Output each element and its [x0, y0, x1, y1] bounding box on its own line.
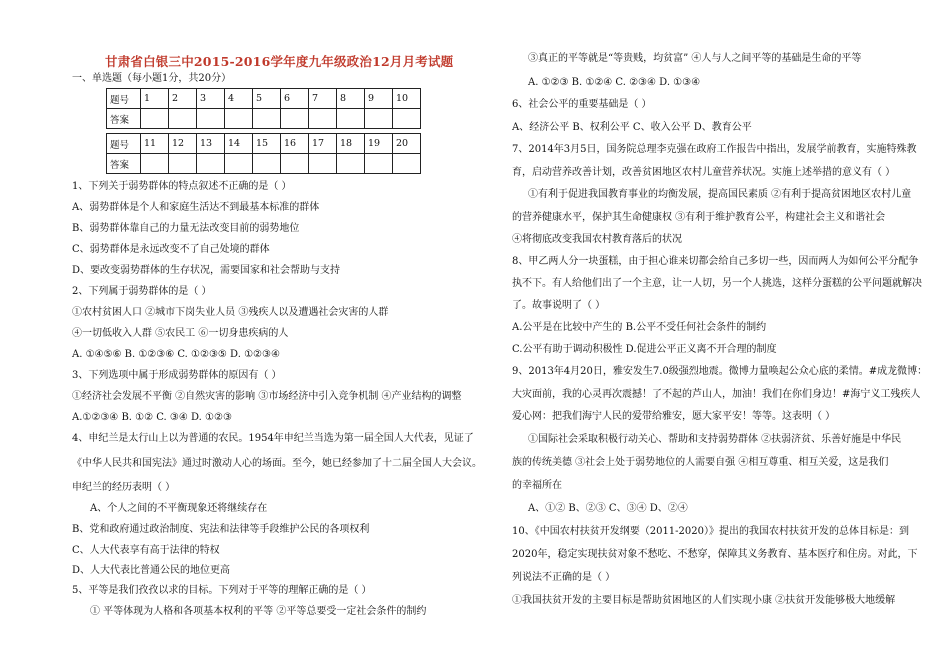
- table-cell: 18: [337, 134, 365, 154]
- answer-cell[interactable]: [169, 109, 197, 129]
- option-line: 的营养健康水平，保护其生命健康权 ③有利于维护教育公平，构建社会主义和谐社会: [512, 212, 886, 223]
- table-cell: 15: [253, 134, 281, 154]
- table-cell: 3: [197, 89, 225, 109]
- answer-cell[interactable]: [337, 154, 365, 174]
- table-row: [107, 154, 421, 174]
- option-line: C、弱势群体是永远改变不了自己处境的群体: [72, 244, 270, 255]
- table-cell: 14: [225, 134, 253, 154]
- table-cell: 9: [365, 89, 393, 109]
- answer-cell[interactable]: [365, 109, 393, 129]
- option-line: B、党和政府通过政治制度、宪法和法律等手段维护公民的各项权利: [72, 524, 370, 535]
- question-line: 6、社会公平的重要基础是（ ）: [512, 99, 652, 110]
- question-line: 申纪兰的经历表明（ ）: [72, 482, 176, 493]
- table-cell: 题号: [107, 134, 141, 154]
- option-line: A.①②③④ B. ①② C. ③④ D. ①②③: [72, 412, 232, 423]
- option-line: C.公平有助于调动积极性 D.促进公平正义离不开合理的制度: [512, 344, 777, 355]
- option-line: 族的传统美德 ③社会上处于弱势地位的人需要自强 ④相互尊重、相互关爱，这是我们: [512, 457, 889, 468]
- table-cell: 10: [393, 89, 421, 109]
- option-line: A、个人之间的不平衡现象还将继续存在: [90, 503, 268, 514]
- table-cell: 12: [169, 134, 197, 154]
- table-row: [107, 89, 421, 109]
- option-line: A.公平是在比较中产生的 B.公平不受任何社会条件的制约: [512, 322, 767, 333]
- table-cell: 13: [197, 134, 225, 154]
- question-line: 2、下列属于弱势群体的是（ ）: [72, 286, 212, 297]
- option-line: A、①② B、②③ C、③④ D、②④: [528, 503, 688, 514]
- option-line: ①农村贫困人口 ②城市下岗失业人员 ③残疾人以及遭遇社会灾害的人群: [72, 307, 389, 318]
- section-heading: 一、单选题（每小题1分，共20分）: [72, 73, 232, 84]
- table-cell: 8: [337, 89, 365, 109]
- table-cell: 4: [225, 89, 253, 109]
- table-row: [107, 134, 421, 154]
- question-line: 7、2014年3月5日，国务院总理李克强在政府工作报告中指出，发展学前教育，实施特殊教: [512, 144, 917, 155]
- option-line: ④一切低收入人群 ⑤农民工 ⑥一切身患疾病的人: [72, 328, 289, 339]
- table-cell: 题号: [107, 89, 141, 109]
- table-cell: 答案: [107, 109, 141, 129]
- option-line: ③真正的平等就是“等贵贱，均贫富” ④人与人之间平等的基础是生命的平等: [528, 53, 862, 64]
- option-line: C、人大代表享有高于法律的特权: [72, 545, 220, 556]
- table-cell: 7: [309, 89, 337, 109]
- table-cell: 20: [393, 134, 421, 154]
- question-line: 爱心网：把我们海宁人民的爱带给雅安，愿大家平安！等等。这表明（ ）: [512, 411, 836, 422]
- option-line: D、要改变弱势群体的生存状况，需要国家和社会帮助与支持: [72, 265, 341, 276]
- table-cell: 17: [309, 134, 337, 154]
- answer-cell[interactable]: [337, 109, 365, 129]
- table-cell: 16: [281, 134, 309, 154]
- answer-cell[interactable]: [309, 154, 337, 174]
- answer-table: [106, 88, 421, 174]
- answer-cell[interactable]: [225, 154, 253, 174]
- option-line: B、弱势群体靠自己的力量无法改变目前的弱势地位: [72, 223, 300, 234]
- option-line: ①有利于促进我国教育事业的均衡发展，提高国民素质 ②有利于提高贫困地区农村儿童: [528, 189, 912, 200]
- answer-cell[interactable]: [225, 109, 253, 129]
- answer-cell[interactable]: [393, 109, 421, 129]
- option-line: A、经济公平 B、权利公平 C、收入公平 D、教育公平: [512, 122, 752, 133]
- table-cell: 6: [281, 89, 309, 109]
- answer-cell[interactable]: [141, 154, 169, 174]
- question-line: 10、《中国农村扶贫开发纲要（2011-2020）》提出的我国农村扶贫开发的总体目标是：到: [512, 526, 910, 537]
- answer-cell[interactable]: [365, 154, 393, 174]
- answer-cell[interactable]: [281, 109, 309, 129]
- answer-cell[interactable]: [197, 109, 225, 129]
- option-line: A. ①④⑤⑥ B. ①②③⑥ C. ①②③⑤ D. ①②③④: [72, 349, 280, 360]
- table-cell: 答案: [107, 154, 141, 174]
- answer-cell[interactable]: [141, 109, 169, 129]
- answer-cell[interactable]: [253, 109, 281, 129]
- question-line: 5、平等是我们孜孜以求的目标。下列对于平等的理解正确的是（ ）: [72, 585, 372, 596]
- table-cell: 5: [253, 89, 281, 109]
- answer-cell[interactable]: [281, 154, 309, 174]
- table-cell: 19: [365, 134, 393, 154]
- question-line: 1、下列关于弱势群体的特点叙述不正确的是（ ）: [72, 181, 292, 192]
- option-line: ①我国扶贫开发的主要目标是帮助贫困地区的人们实现小康 ②扶贫开发能够极大地缓解: [512, 595, 896, 606]
- question-line: 9、2013年4月20日，雅安发生7.0级强烈地震。微博力量唤起公众心底的柔情。#成龙微博：: [512, 366, 928, 377]
- question-line: 《中华人民共和国宪法》通过时激动人心的场面。至今，她已经参加了十二届全国人大会议。: [72, 458, 482, 469]
- question-line: 育，启动营养改善计划，改善贫困地区农村儿童营养状况。实施上述举措的意义有（ ）: [512, 167, 896, 178]
- answer-cell[interactable]: [309, 109, 337, 129]
- question-line: 2020年，稳定实现扶贫对象不愁吃、不愁穿，保障其义务教育、基本医疗和住房。对此，下: [512, 549, 918, 560]
- question-line: 执不下。有人给他们出了一个主意，让一人切，另一个人挑选，这样分蛋糕的公平问题就解决: [512, 278, 922, 289]
- table-cell: 1: [141, 89, 169, 109]
- answer-cell[interactable]: [393, 154, 421, 174]
- option-line: ④将彻底改变我国农村教育落后的状况: [512, 234, 682, 245]
- question-line: 8、甲乙两人分一块蛋糕，由于担心谁来切都会给自己多切一些，因而两人为如何公平分配争: [512, 256, 919, 267]
- table-cell: 11: [141, 134, 169, 154]
- option-line: ① 平等体现为人格和各项基本权利的平等 ②平等总要受一定社会条件的制约: [90, 606, 427, 617]
- option-line: ①国际社会采取积极行动关心、帮助和支持弱势群体 ②扶弱济贫、乐善好施是中华民: [528, 434, 902, 445]
- page-title: 甘肃省白银三中2015-2016学年度九年级政治12月月考试题: [105, 54, 454, 69]
- table-row: [107, 109, 421, 129]
- question-line: 了。故事说明了（ ）: [512, 300, 606, 311]
- question-line: 列说法不正确的是（ ）: [512, 572, 616, 583]
- option-line: A. ①②③ B. ①②④ C. ②③④ D. ①③④: [528, 77, 701, 88]
- option-line: 的幸福所在: [512, 480, 562, 491]
- answer-cell[interactable]: [253, 154, 281, 174]
- option-line: ①经济社会发展不平衡 ②自然灾害的影响 ③市场经济中引入竞争机制 ④产业结构的调整: [72, 391, 462, 402]
- question-line: 4、申纪兰是太行山上以为普通的农民。1954年申纪兰当选为第一届全国人大代表，见证了: [72, 433, 474, 444]
- answer-cell[interactable]: [197, 154, 225, 174]
- answer-cell[interactable]: [169, 154, 197, 174]
- question-line: 3、下列选项中属于形成弱势群体的原因有（ ）: [72, 370, 282, 381]
- option-line: D、人大代表比普通公民的地位更高: [72, 565, 231, 576]
- question-line: 大灾面前，我的心灵再次震撼！了不起的芦山人，加油！我们在你们身边！#海宁义工残疾人: [512, 389, 921, 400]
- table-cell: 2: [169, 89, 197, 109]
- option-line: A、弱势群体是个人和家庭生活达不到最基本标准的群体: [72, 202, 320, 213]
